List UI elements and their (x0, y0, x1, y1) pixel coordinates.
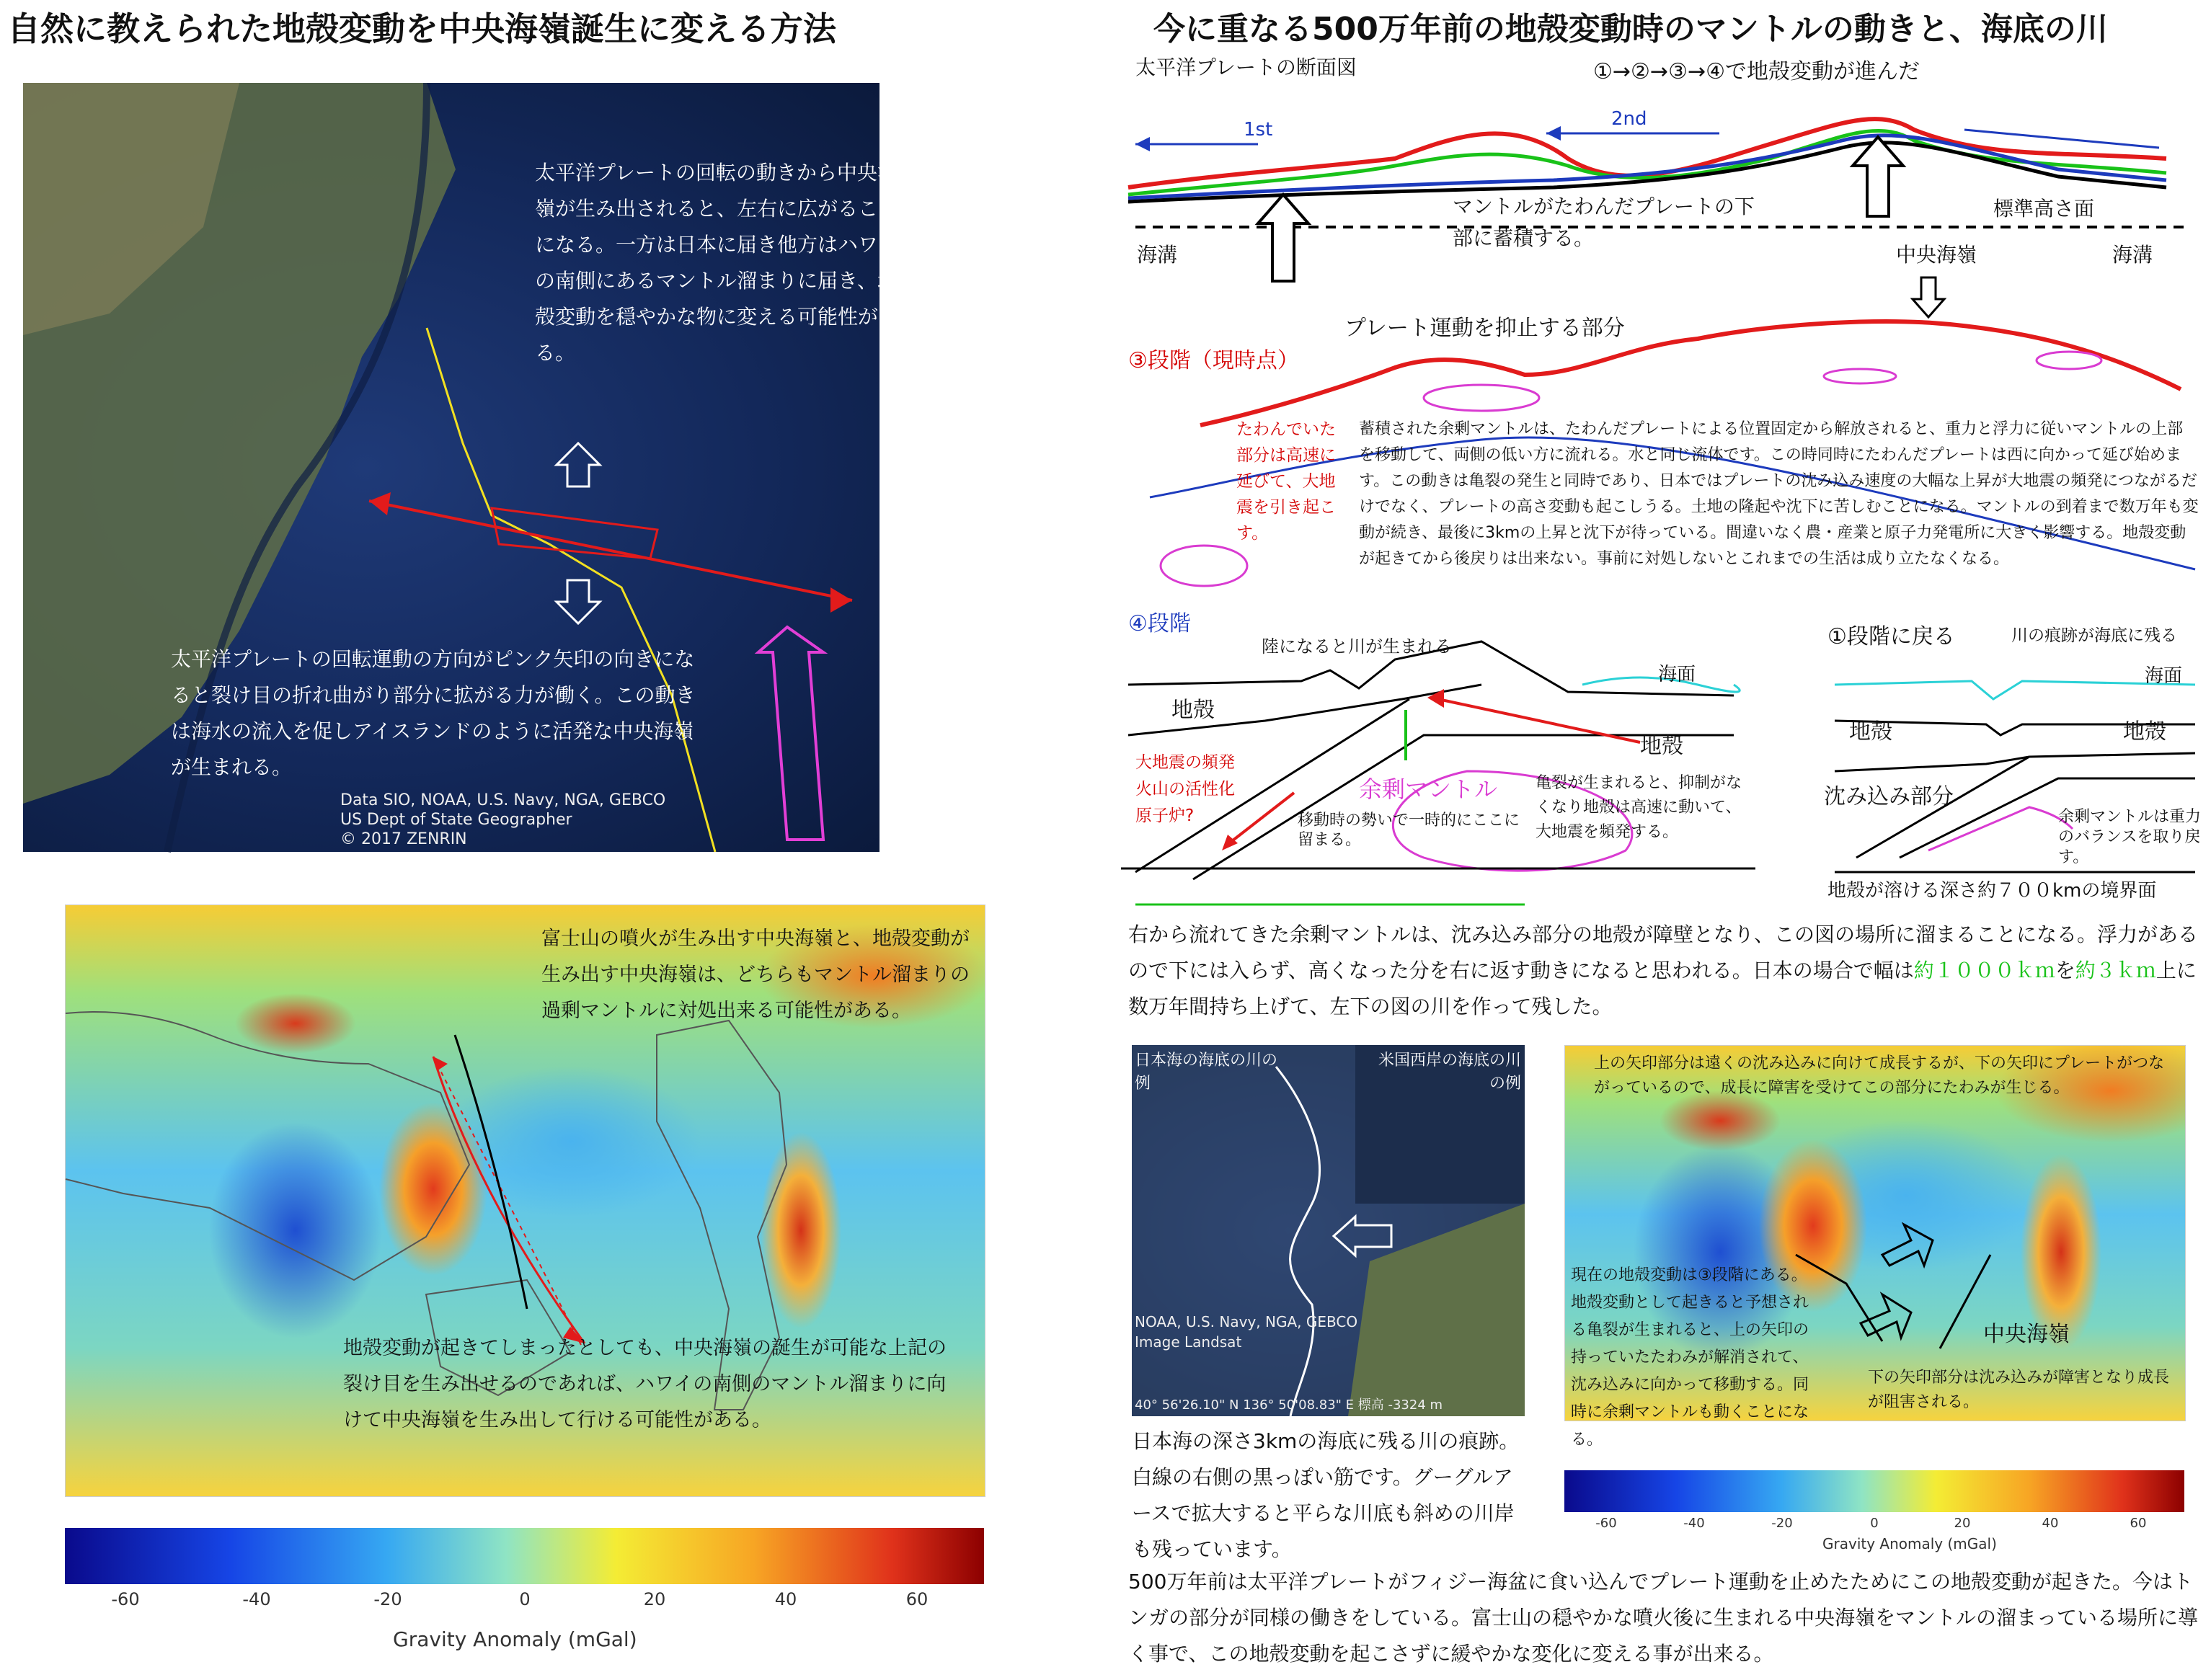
red-curved-arrow (433, 1057, 585, 1343)
map2-colorbar (65, 1528, 984, 1584)
colorbar-tick: 40 (774, 1589, 797, 1609)
map2-colorbar-label: Gravity Anomaly (mGal) (393, 1627, 637, 1651)
colorbar-tick: -40 (1683, 1516, 1705, 1531)
stage3-mantle-1 (1424, 385, 1539, 411)
crust-label-mid: 地殻 (1640, 734, 1683, 759)
japan-label: 日本海の海底の川の例 (1135, 1052, 1278, 1093)
stage3-mantle-2 (1824, 369, 1896, 383)
arrow-head (1135, 137, 1150, 151)
ridge-label: 中央海嶺 (1896, 243, 1977, 267)
arrow-1st-label: 1st (1244, 119, 1273, 141)
crust-label-right2: 地殻 (2123, 719, 2166, 745)
explanation-text: を (2055, 959, 2075, 982)
cross-section-diagram (1121, 50, 2202, 901)
gravity-map-small (1564, 1045, 2186, 1449)
stage3-mantle-3 (2037, 352, 2101, 369)
stage1-sea-surface (1835, 681, 2195, 699)
red-outline-box (492, 508, 657, 559)
river-trace-label: 川の痕跡が海底に残る (2011, 626, 2177, 645)
stage3-text: 蓄積された余剰マントルは、たわんだプレートによる位置固定から解放されると、重力と浮力に従いマントルの上部を移動して、両側の低い方に流れる。水と同じ流体です。この時同時にたわんだプレートは西に向かって延び始めます。この動きは亀裂の発生と同時であり、日本ではプレートの沈み込み速度の大幅な上昇が大地震の頻発につながるだけでなく、プレートの高さ変動も起こしうる。土地の隆起や沈下に苦しむことになる。マントルの到着まで数万年も変動が続き、最後に3kmの上昇と沈下が待っている。間違いなく農・産業と原子力発電所に大きく影響する。地殻変動が起きてから後戻りは出来ない。事前に対処しないとこれまでの生活は成り立たなくなる。 (1359, 420, 2199, 568)
progress-label: ①→②→③→④で地殻変動が進んだ (1593, 59, 1920, 84)
down-arrow-outline (1861, 1294, 1911, 1338)
map3-text-left: 現在の地殻変動は③段階にある。地殻変動として起きると予想される亀裂が生まれると、上の矢印の持っていたたわみが解消されて、沈み込みに向かって移動する。同時に余剰マントルも動くことになる。 (1571, 1266, 1809, 1449)
down-arrow-outline (557, 580, 600, 623)
map3-text-bottom: 下の矢印部分は沈み込みが障害となり成長が阻害される。 (1868, 1369, 2170, 1411)
seafloor-overlay (1132, 1045, 1525, 1416)
trench-left-label: 海溝 (1137, 243, 1178, 267)
seafloor-satellite-image (1132, 1045, 1525, 1416)
up-arrow-left (1258, 195, 1308, 281)
section-label: 太平洋プレートの断面図 (1135, 55, 1357, 79)
surplus-label: 余剰マントル (1359, 775, 1498, 803)
standard-level-label: 標準高さ面 (1993, 197, 2095, 221)
credit-line: Data SIO, NOAA, U.S. Navy, NGA, GEBCO (340, 791, 666, 809)
red-arrow-head-right (830, 587, 852, 613)
stage4-label: ④段階 (1128, 611, 1191, 636)
colorbar-tick: -60 (1595, 1516, 1617, 1531)
colorbar-tick: -40 (242, 1589, 271, 1609)
map2-text-bottom: 地殻変動が起きてしまったとしても、中央海嶺の誕生が可能な上記の裂け目を生み出せるのであれば、ハワイの南側のマントル溜まりに向けて中央海嶺を生み出して行ける可能性がある。 (343, 1337, 947, 1431)
move-note: 移動時の勢いで一時的にここに留まる。 (1298, 812, 1520, 849)
sea-surface-right-label: 海面 (2145, 665, 2183, 687)
gravity-anomaly-world-map (65, 905, 985, 1497)
bent-note: たわんでいた部分は高速に延びて、大地震を引き起こす。 (1236, 420, 1336, 543)
explanation-text: 右から流れてきた余剰マントルは、沈み込み部分の地殻が障壁となり、この図の場所に溜まることになる。浮力があるので下には入らず、高くなった分を右に返す動きになると思われる。日本の場合で幅は (1128, 923, 2199, 982)
colorbar-tick: 60 (2130, 1516, 2147, 1531)
stage1-mantle-line (1928, 807, 2073, 850)
colorbar-tick: 40 (2042, 1516, 2059, 1531)
red-arrow-head-left (369, 492, 391, 515)
map2-text-top: 富士山の噴火が生み出す中央海嶺と、地殻変動が生み出す中央海嶺は、どちらもマントル溜まりの過剰マントルに対処出来る可能性がある。 (541, 928, 970, 1022)
map3-colorbar (1564, 1470, 2184, 1512)
plate-green (1128, 130, 2166, 195)
stage1-crust-low (1835, 757, 2029, 771)
colorbar-tick: 20 (643, 1589, 666, 1609)
up-arrow-outline (557, 443, 600, 486)
arrow-right (1964, 130, 2159, 148)
crust-label-right1: 地殻 (1849, 719, 1892, 745)
sea-surface-label: 海面 (1658, 664, 1696, 685)
map2-colorbar-ticks (65, 1589, 984, 1618)
balance-note: 余剰マントルは重力のバランスを取り戻す。 (2058, 808, 2202, 866)
crack-note: 亀裂が生まれると、抑制がなくなり地殻は高速に動いて、大地震を頻発する。 (1536, 774, 1742, 841)
colorbar-tick: -20 (1771, 1516, 1793, 1531)
up-arrow-outline (1882, 1225, 1933, 1266)
map1-text-top: 太平洋プレートの回転の動きから中央海嶺が生み出されると、左右に広がることになる。一方は日本に届き他方はハワイの南側にあるマントル溜まりに届き、地殻変動を穏やかな物に変える可能性がある。 (535, 161, 899, 365)
explanation-height: 約３ｋｍ (2075, 959, 2156, 982)
map3-ridge-label: 中央海嶺 (1983, 1322, 2070, 1347)
map3-text-top: 上の矢印部分は遠くの沈み込みに向けて成長するが、下の矢印にプレートがつながっているので、成長に障害を受けてこの部分にたわみが生じる。 (1594, 1054, 2165, 1097)
arrow-2nd-label: 2nd (1611, 108, 1647, 130)
quake-note: 大地震の頻発 火山の活性化 原子炉? (1135, 753, 1235, 825)
us-label: 米国西岸の海底の川の例 (1378, 1052, 1521, 1093)
map3-colorbar-ticks (1564, 1516, 2184, 1537)
seafloor-caption: 日本海の深さ3kmの海底に残る川の痕跡。白線の右側の黒っぽい筋です。グーグルアースで拡大すると平らな川底も斜めの川岸も残っています。 (1132, 1429, 1520, 1561)
mantle-note: マントルがたわんだプレートの下部に蓄積する。 (1453, 195, 1755, 250)
up-arrow-right (1853, 137, 1903, 216)
stage3-label: ③段階（現時点） (1128, 348, 1299, 373)
red-arrow-line (369, 501, 852, 600)
left-title: 自然に教えられた地殻変動を中央海嶺誕生に変える方法 (7, 9, 836, 48)
credit-line: US Dept of State Geographer (340, 811, 572, 829)
arrow-head (1427, 689, 1444, 708)
subduction-label: 沈み込み部分 (1824, 784, 1954, 809)
seafloor-coords: 40° 56'26.10" N 136° 50'08.83" E 標高 -3324 m (1135, 1397, 1443, 1413)
colorbar-tick: -60 (111, 1589, 140, 1609)
colorbar-tick: 60 (905, 1589, 929, 1609)
colorbar-tick: 0 (1870, 1516, 1879, 1531)
arrow-head (1546, 126, 1561, 141)
map1-text-bottom: 太平洋プレートの回転運動の方向がピンク矢印の向きになると裂け目の折れ曲がり部分に拡がる力が働く。この動きは海水の流入を促しアイスランドのように活発な中央海嶺が生まれる。 (171, 647, 696, 779)
map1-credit (340, 791, 665, 849)
stage1-back-label: ①段階に戻る (1827, 624, 1955, 649)
colorbar-tick: 20 (1954, 1516, 1971, 1531)
conclusion-paragraph: 500万年前は太平洋プレートがフィジー海盆に食い込んでプレート運動を止めたためにこの地殻変動が起きた。今はトンガの部分が同様の働きをしている。富士山の穏やかな噴火後に生まれる中央海嶺をマントルの溜まっている場所に導く事で、この地殻変動を起こさずに緩やかな変化に変える事が出来る。 (1128, 1570, 2199, 1666)
pink-arrow-outline (758, 627, 823, 840)
right-title: 今に重なる500万年前の地殻変動時のマントルの動きと、海底の川 (1153, 11, 2108, 48)
suppress-label: プレート運動を抑止する部分 (1344, 316, 1625, 341)
explanation-text: 上に数万年間持ち上げて、左下の図の川を作って残した。 (1128, 959, 2197, 1018)
coastline (66, 1012, 469, 1280)
trench-right-label: 海溝 (2112, 243, 2153, 267)
red-dotted-arrow (433, 1057, 581, 1345)
stage4-mantle-left (1161, 546, 1247, 586)
explanation-width: 約１０００ｋｍ (1913, 959, 2055, 982)
map3-colorbar-label: Gravity Anomaly (mGal) (1822, 1535, 1997, 1552)
down-arrow-small (1913, 277, 1944, 317)
credit-line: © 2017 ZENRIN (340, 830, 467, 848)
colorbar-tick: -20 (373, 1589, 402, 1609)
satellite-map-japan (23, 83, 899, 852)
seafloor-credit: NOAA, U.S. Navy, NGA, GEBCO Image Landsat (1135, 1313, 1358, 1351)
river-born-label: 陸になると川が生まれる (1262, 636, 1452, 657)
crust-label-left: 地殻 (1171, 698, 1215, 723)
boundary-label: 地殻が溶ける深さ約７００kmの境界面 (1827, 880, 2157, 902)
colorbar-tick: 0 (519, 1589, 531, 1609)
explanation-paragraph (1128, 917, 2202, 1025)
red-arrow-head (433, 1057, 448, 1071)
